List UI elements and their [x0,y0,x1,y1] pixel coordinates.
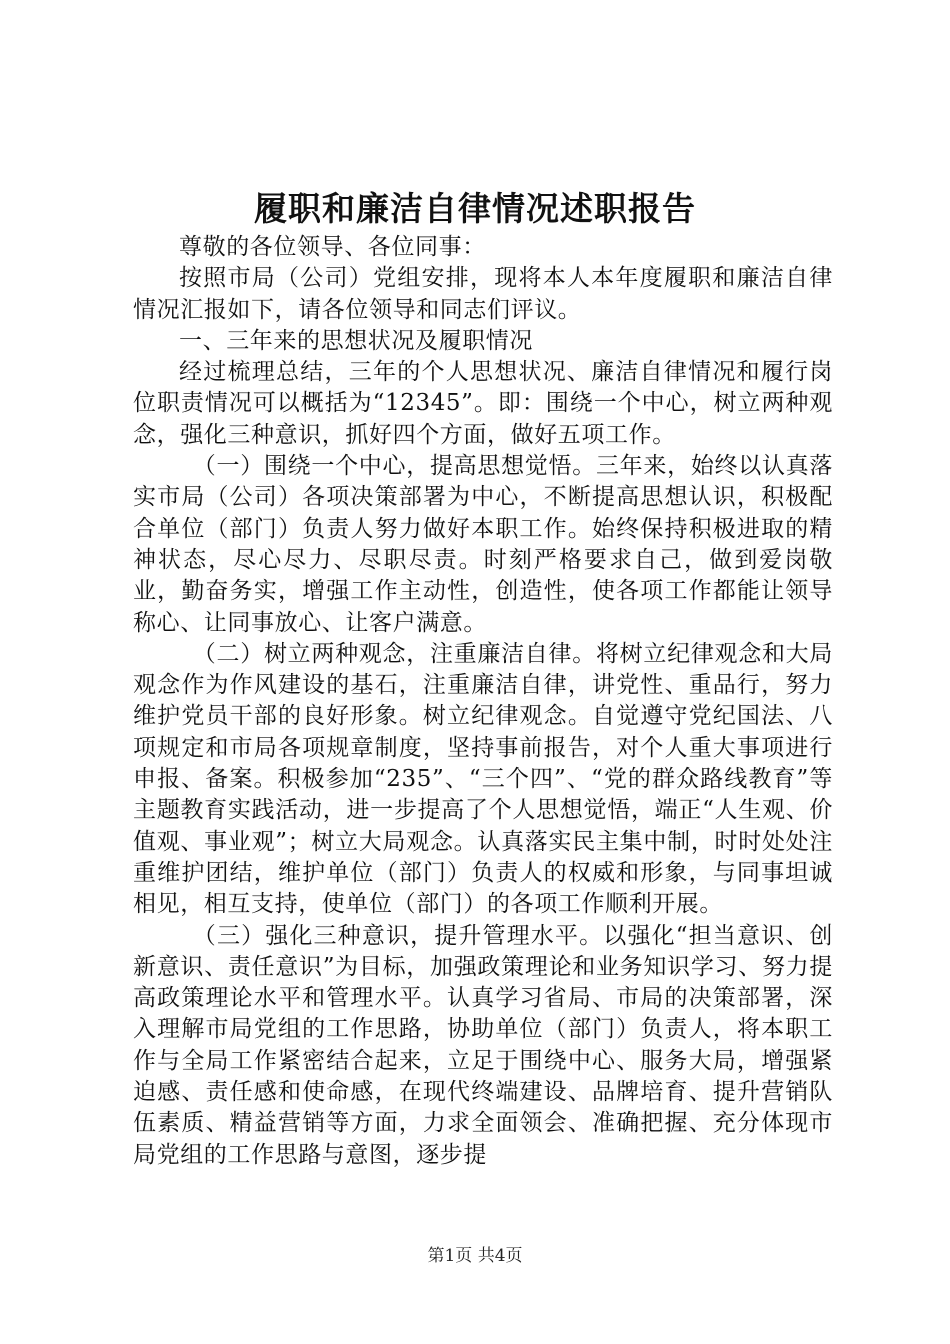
item-two-paragraph: （二）树立两种观念，注重廉洁自律。将树立纪律观念和大局观念作为作风建设的基石，注重廉洁自律，讲党性、重品行，努力维护党员干部的良好形象。树立纪律观念。自觉遵守党纪国法、八项规定和市局各项规章制度，坚持事前报告，对个人重大事项进行申报、备案。积极参加“235”、“三个四”、“党的群众路线教育”等主题教育实践活动，进一步提高了个人思想觉悟，端正“人生观、价值观、事业观”；树立大局观念。认真落实民主集中制，时时处处注重维护团结，维护单位（部门）负责人的权威和形象，与同事坦诚相见，相互支持，使单位（部门）的各项工作顺利开展。 [133,640,833,918]
intro-paragraph: 按照市局（公司）党组安排，现将本人本年度履职和廉洁自律情况汇报如下，请各位领导和同志们评议。 [133,265,833,323]
salutation-paragraph: 尊敬的各位领导、各位同事： [179,234,486,260]
page-number-footer: 第1页 共4页 [427,1246,523,1266]
document-body [133,232,833,1171]
section-heading: 一、三年来的思想状况及履职情况 [179,327,533,354]
document-title: 履职和廉洁自律情况述职报告 [254,189,696,228]
item-three-paragraph: （三）强化三种意识，提升管理水平。以强化“担当意识、创新意识、责任意识”为目标，加强政策理论和业务知识学习、努力提高政策理论水平和管理水平。认真学习省局、市局的决策部署，深入理解市局党组的工作思路，协助单位（部门）负责人，将本职工作与全局工作紧密结合起来，立足于围绕中心、服务大局，增强紧迫感、责任感和使命感，在现代终端建设、品牌培育、提升营销队伍素质、精益营销等方面，力求全面领会、准确把握、充分体现市局党组的工作思路与意图，逐步提 [133,922,833,1168]
item-one-paragraph: （一）围绕一个中心，提高思想觉悟。三年来，始终以认真落实市局（公司）各项决策部署为中心，不断提高思想认识，积极配合单位（部门）负责人努力做好本职工作。始终保持积极进取的精神状态，尽心尽力、尽职尽责。时刻严格要求自己，做到爱岗敬业，勤奋务实，增强工作主动性，创造性，使各项工作都能让领导称心、让同事放心、让客户满意。 [133,453,833,636]
summary-paragraph: 经过梳理总结，三年的个人思想状况、廉洁自律情况和履行岗位职责情况可以概括为“12345”。即：围绕一个中心，树立两种观念，强化三种意识，抓好四个方面，做好五项工作。 [133,359,833,448]
